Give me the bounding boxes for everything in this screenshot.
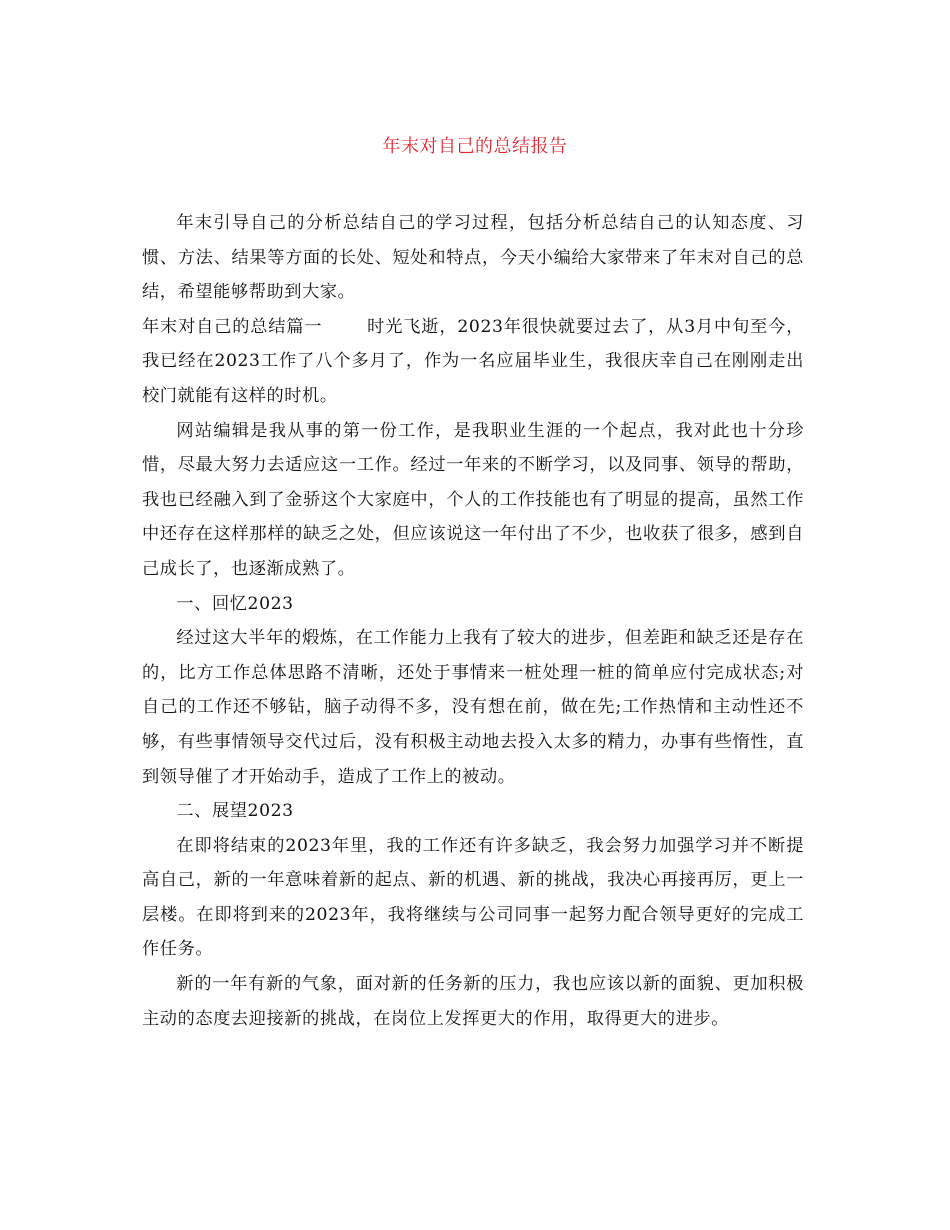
work-paragraph: 网站编辑是我从事的第一份工作，是我职业生涯的一个起点，我对此也十分珍惜，尽最大努力去适应这一工作。经过一年来的不断学习，以及同事、领导的帮助，我也已经融入到了金骄这个大家庭中，个人的工作技能也有了明显的提高，虽然工作中还存在这样那样的缺乏之处，但应该说这一年付出了不少，也收获了很多，感到自己成长了，也逐渐成熟了。	[142, 420, 804, 579]
review-heading: 一、回忆2023	[176, 593, 294, 614]
closing-paragraph: 新的一年有新的气象，面对新的任务新的压力，我也应该以新的面貌、更加积极主动的态度去迎接新的挑战，在岗位上发挥更大的作用，取得更大的进步。	[142, 974, 804, 1029]
outlook-paragraph: 在即将结束的2023年里，我的工作还有许多缺乏，我会努力加强学习并不断提高自己，新的一年意味着新的起点、新的机遇、新的挑战，我决心再接再厉，更上一层楼。在即将到来的2023年，我将继续与公司同事一起努力配合领导更好的完成工作任务。	[142, 835, 804, 960]
section-label: 年末对自己的总结篇一	[142, 316, 323, 337]
section-lead-text: 时光飞逝，2023年很快就要过去了，从3月中旬至今，我已经在2023工作了八个多月了，作为一名应届毕业生，我很庆幸自己在刚刚走出校门就能有这样的时机。	[142, 316, 804, 406]
section-one-paragraph	[142, 310, 804, 414]
outlook-heading: 二、展望2023	[176, 801, 294, 822]
review-paragraph: 经过这大半年的煅炼，在工作能力上我有了较大的进步，但差距和缺乏还是存在的，比方工作总体思路不清晰，还处于事情来一桩处理一桩的简单应付完成状态;对自己的工作还不够钻，脑子动得不多，没有想在前，做在先;工作热情和主动性还不够，有些事情领导交代过后，没有积极主动地去投入太多的精力，办事有些惰性，直到领导催了才开始动手，造成了工作上的被动。	[142, 628, 804, 787]
document-title: 年末对自己的总结报告	[382, 136, 568, 157]
intro-paragraph: 年末引导自己的分析总结自己的学习过程，包括分析总结自己的认知态度、习惯、方法、结果等方面的长处、短处和特点，今天小编给大家带来了年末对自己的总结，希望能够帮助到大家。	[142, 213, 804, 303]
document-body	[142, 206, 804, 1036]
